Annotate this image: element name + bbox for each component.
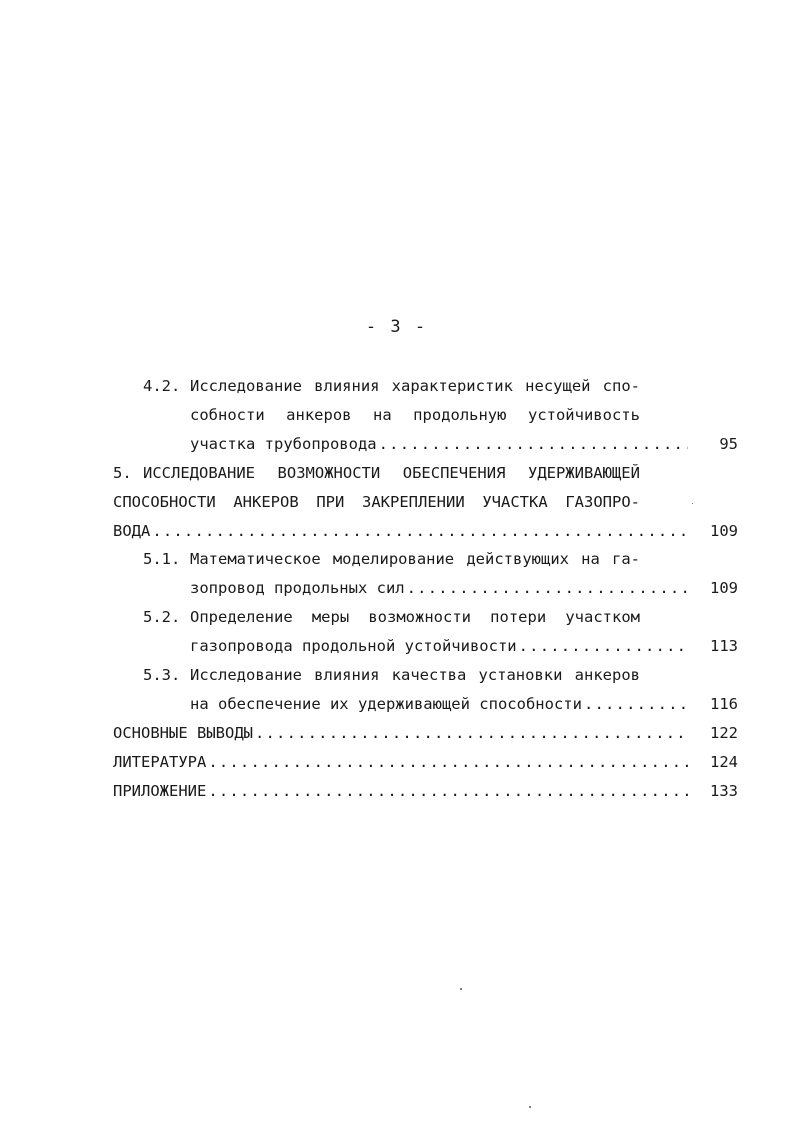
toc-entry-text: Исследование влияния характеристик несущей спо- bbox=[190, 377, 640, 395]
toc-number: 5.2. bbox=[143, 608, 181, 626]
toc-entry-text: участка трубопровода bbox=[190, 435, 377, 453]
toc-entry-text: ЛИТЕРАТУРА bbox=[113, 753, 207, 771]
toc-line bbox=[0, 461, 738, 485]
toc-number: 5. bbox=[113, 464, 132, 482]
toc-entry-text: Математическое моделирование действующих на га- bbox=[190, 550, 640, 568]
toc-line bbox=[0, 576, 738, 600]
dot-leader bbox=[208, 750, 688, 774]
toc-page-number: 116 bbox=[710, 695, 738, 713]
dot-leader bbox=[584, 692, 688, 716]
toc-page-number: 133 bbox=[710, 782, 738, 800]
dot-leader bbox=[407, 576, 688, 600]
toc-entry-text: ПРИЛОЖЕНИЕ bbox=[113, 782, 207, 800]
toc-line bbox=[0, 403, 738, 427]
toc-line bbox=[0, 692, 738, 716]
toc-line bbox=[0, 374, 738, 398]
toc-number: 5.3. bbox=[143, 666, 181, 684]
toc-page-number: 109 bbox=[710, 579, 738, 597]
dot-leader bbox=[379, 432, 688, 456]
toc-page-number: 113 bbox=[710, 637, 738, 655]
toc-entry-text: газопровода продольной устойчивости bbox=[190, 637, 517, 655]
toc-number: 5.1. bbox=[143, 550, 181, 568]
dot-leader bbox=[208, 779, 688, 803]
toc-page-number: 124 bbox=[710, 753, 738, 771]
toc-line bbox=[0, 721, 738, 745]
scan-speck bbox=[692, 503, 693, 504]
scan-speck bbox=[529, 1106, 531, 1108]
toc-line bbox=[0, 432, 738, 456]
toc-page-number: 122 bbox=[710, 724, 738, 742]
toc-line bbox=[0, 605, 738, 629]
toc-line bbox=[0, 634, 738, 658]
toc-line bbox=[0, 663, 738, 687]
toc-entry-text: собности анкеров на продольную устойчивость bbox=[190, 406, 640, 424]
dot-leader bbox=[519, 634, 688, 658]
toc-line bbox=[0, 519, 738, 543]
toc-line bbox=[0, 490, 738, 514]
toc-page-number: 109 bbox=[710, 522, 738, 540]
toc-entry-text: Исследование влияния качества установки анкеров bbox=[190, 666, 640, 684]
scan-speck bbox=[460, 988, 462, 990]
page-number: - 3 - bbox=[365, 317, 428, 337]
toc-entry-text: ОСНОВНЫЕ ВЫВОДЫ bbox=[113, 724, 253, 742]
toc-line bbox=[0, 779, 738, 803]
toc-line bbox=[0, 547, 738, 571]
toc-entry-text: ИССЛЕДОВАНИЕ ВОЗМОЖНОСТИ ОБЕСПЕЧЕНИЯ УДЕРЖИВАЮЩЕЙ bbox=[143, 464, 640, 482]
dot-leader bbox=[152, 519, 688, 543]
toc-page-number: 95 bbox=[719, 435, 738, 453]
toc-entry-text: на обеспечение их удерживающей способности bbox=[190, 695, 582, 713]
toc-number: 4.2. bbox=[143, 377, 181, 395]
toc-entry-text: ВОДА bbox=[113, 522, 151, 540]
toc-entry-text: СПОСОБНОСТИ АНКЕРОВ ПРИ ЗАКРЕПЛЕНИИ УЧАСТКА ГАЗОПРО- bbox=[113, 493, 640, 511]
toc-entry-text: Определение меры возможности потери участком bbox=[190, 608, 640, 626]
toc-entry-text: зопровод продольных сил bbox=[190, 579, 405, 597]
toc-line bbox=[0, 750, 738, 774]
dot-leader bbox=[255, 721, 688, 745]
